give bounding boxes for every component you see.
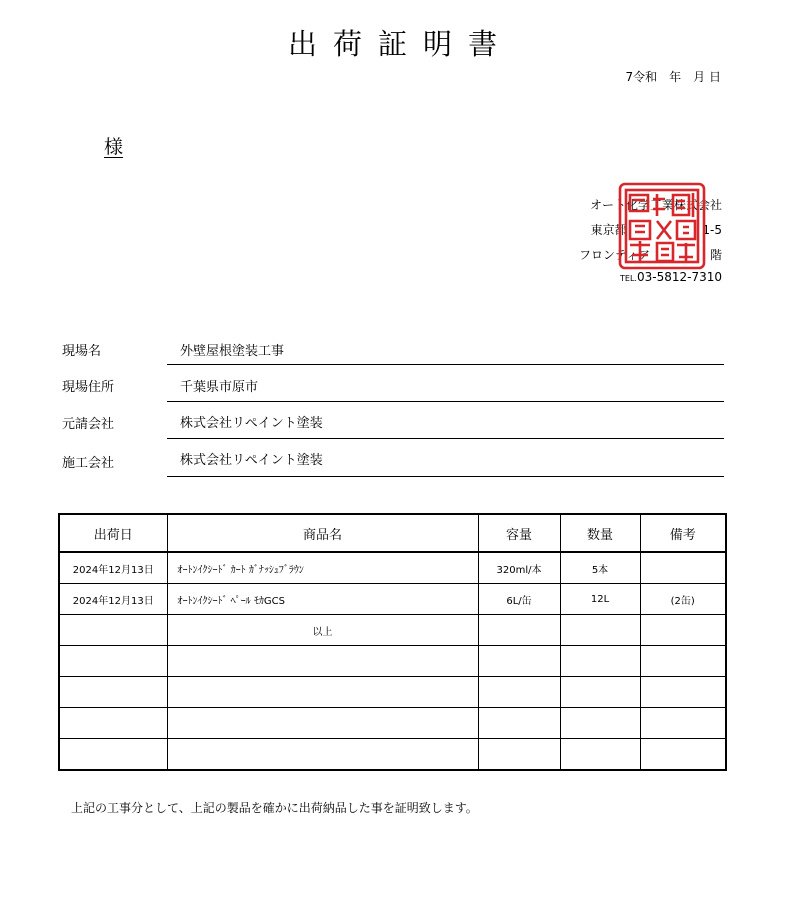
recipient-suffix: 様 xyxy=(104,136,124,158)
cell-quantity: 12L xyxy=(560,584,640,615)
cell-product-name: ｵｰﾄﾝｲｸｼｰﾄﾞ ｶｰﾄ ｶﾞﾅｯｼｭﾌﾞﾗｳﾝ xyxy=(167,552,478,584)
document-title: 出荷証明書 xyxy=(287,27,513,61)
cell-quantity xyxy=(560,615,640,646)
cell-remarks xyxy=(640,739,726,771)
cell-ship-date xyxy=(59,739,167,771)
cell-capacity xyxy=(478,615,560,646)
sender-address: 東京都 1-5 xyxy=(590,223,722,237)
cell-remarks: (2缶) xyxy=(640,584,726,615)
info-underline xyxy=(167,364,724,365)
cell-remarks xyxy=(640,615,726,646)
cell-ship-date xyxy=(59,615,167,646)
info-value-prime-contractor: 株式会社リペイント塗装 xyxy=(180,416,323,431)
cell-product-name xyxy=(167,677,478,708)
sender-company: オート化学工業株式会社 xyxy=(589,198,722,212)
cell-ship-date xyxy=(59,708,167,739)
cell-product-name xyxy=(167,708,478,739)
header-product-name: 商品名 xyxy=(167,514,478,552)
cell-ship-date xyxy=(59,646,167,677)
cell-capacity xyxy=(478,708,560,739)
info-underline xyxy=(167,401,724,402)
cell-product-name xyxy=(167,739,478,771)
table-row xyxy=(59,615,726,646)
cell-quantity xyxy=(560,739,640,771)
cell-capacity: 320ml/本 xyxy=(478,552,560,584)
table-header-row xyxy=(59,514,726,552)
info-label-prime-contractor: 元請会社 xyxy=(62,417,115,432)
cell-ship-date: 2024年12月13日 xyxy=(59,584,167,615)
certification-statement: 上記の工事分として、上記の製品を確かに出荷納品した事を証明致します。 xyxy=(71,801,478,815)
cell-remarks xyxy=(640,708,726,739)
cell-remarks xyxy=(640,677,726,708)
cell-product-name: ｵｰﾄﾝｲｸｼｰﾄﾞ ﾍﾟｰﾙ ﾓｶGCS xyxy=(167,584,478,615)
cell-quantity xyxy=(560,677,640,708)
cell-quantity: 5本 xyxy=(560,552,640,584)
info-underline xyxy=(167,438,724,439)
cell-quantity xyxy=(560,646,640,677)
table-row xyxy=(59,677,726,708)
info-value-site-address: 千葉県市原市 xyxy=(180,380,259,395)
cell-capacity: 6L/缶 xyxy=(478,584,560,615)
tel-number: 03-5812-7310 xyxy=(636,270,722,284)
table-row xyxy=(59,708,726,739)
cell-product-name xyxy=(167,646,478,677)
table-row xyxy=(59,646,726,677)
info-underline xyxy=(167,476,724,477)
cell-remarks xyxy=(640,646,726,677)
info-label-site-address: 現場住所 xyxy=(62,380,115,395)
cell-ship-date: 2024年12月13日 xyxy=(59,552,167,584)
cell-product-name: 以上 xyxy=(167,615,478,646)
company-seal-stamp xyxy=(617,181,707,271)
cell-remarks xyxy=(640,552,726,584)
cell-quantity xyxy=(560,708,640,739)
table-row xyxy=(59,584,726,615)
shipment-table xyxy=(58,513,727,771)
info-value-site-name: 外壁屋根塗装工事 xyxy=(180,344,285,359)
info-value-contractor: 株式会社リペイント塗装 xyxy=(180,453,323,468)
header-ship-date: 出荷日 xyxy=(59,514,167,552)
cell-capacity xyxy=(478,677,560,708)
cell-capacity xyxy=(478,739,560,771)
issue-date: 7令和 年 月 日 xyxy=(625,70,721,84)
header-remarks: 備考 xyxy=(640,514,726,552)
header-quantity: 数量 xyxy=(560,514,640,552)
info-label-site-name: 現場名 xyxy=(62,344,102,359)
cell-ship-date xyxy=(59,677,167,708)
tel-prefix: TEL. xyxy=(620,274,637,283)
table-row xyxy=(59,739,726,771)
info-label-contractor: 施工会社 xyxy=(62,456,115,471)
cell-capacity xyxy=(478,646,560,677)
sender-tel xyxy=(620,270,722,284)
table-row xyxy=(59,552,726,584)
header-capacity: 容量 xyxy=(478,514,560,552)
sender-building: フロンティア 階 xyxy=(578,248,722,262)
